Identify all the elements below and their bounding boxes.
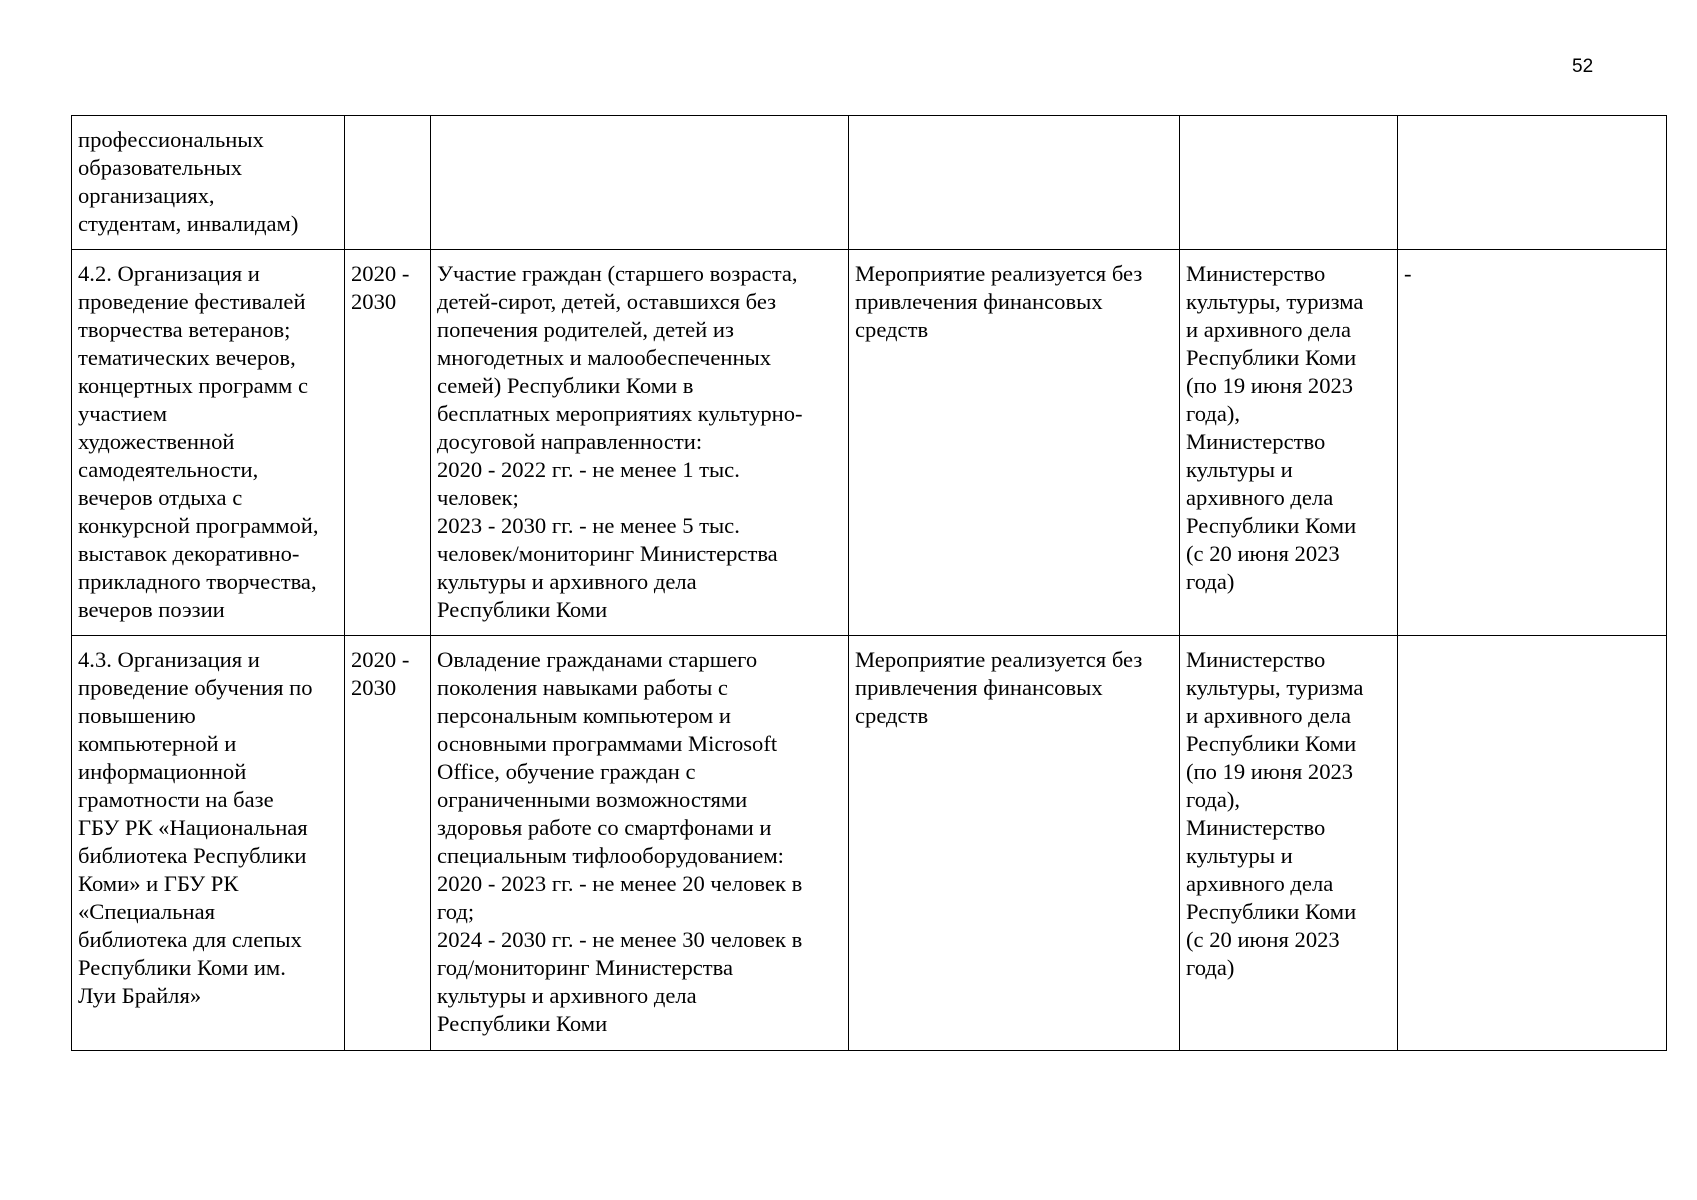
cell-text-line: культуры, туризма xyxy=(1186,675,1364,700)
cell-text-line: культуры, туризма xyxy=(1186,289,1364,314)
cell-text-line: года) xyxy=(1186,569,1235,594)
cell-text-line: Министерство xyxy=(1186,815,1326,840)
cell-text-line: детей-сирот, детей, оставшихся без xyxy=(437,289,777,314)
cell-text-line: основными программами Microsoft xyxy=(437,731,778,756)
cell-text-line: год; xyxy=(437,899,475,924)
cell-text-line: (по 19 июня 2023 xyxy=(1186,759,1354,784)
cell-text-line: творчества ветеранов; xyxy=(78,317,291,342)
cell-text-line: культуры и xyxy=(1186,843,1293,868)
measure-name-cell xyxy=(72,636,345,1051)
cell-text-line: компьютерной и xyxy=(78,731,237,756)
cell-text-line: Республики Коми xyxy=(437,1011,608,1036)
funding-cell xyxy=(849,116,1180,250)
cell-text-line: концертных программ с xyxy=(78,373,308,398)
cell-text-line: человек/мониторинг Министерства xyxy=(437,541,778,566)
cell-text-line: Министерство xyxy=(1186,647,1326,672)
cell-text-line: (по 19 июня 2023 xyxy=(1186,373,1354,398)
cell-text-line: образовательных xyxy=(78,155,243,180)
cell-text-line: организациях, xyxy=(78,183,215,208)
cell-text-line: привлечения финансовых xyxy=(855,675,1103,700)
cell-text-line: специальным тифлооборудованием: xyxy=(437,843,784,868)
note-cell xyxy=(1398,636,1667,1051)
period-cell xyxy=(345,116,431,250)
cell-text-line: Республики Коми xyxy=(1186,513,1357,538)
cell-text-line: многодетных и малообеспеченных xyxy=(437,345,772,370)
cell-text-line: вечеров отдыха с xyxy=(78,485,243,510)
cell-text-line: ГБУ РК «Национальная xyxy=(78,815,308,840)
cell-text-line: года), xyxy=(1186,401,1241,426)
measure-table-row-continuation xyxy=(72,116,1667,250)
cell-text-line: Республики Коми им. xyxy=(78,955,286,980)
cell-text-line: архивного дела xyxy=(1186,485,1334,510)
cell-text-line: (с 20 июня 2023 xyxy=(1186,927,1340,952)
cell-text-line: 2020 - 2022 гг. - не менее 1 тыс. xyxy=(437,457,740,482)
cell-text-line: средств xyxy=(855,317,929,342)
period-cell xyxy=(345,250,431,636)
cell-text-line: средств xyxy=(855,703,929,728)
indicator-cell xyxy=(431,636,849,1051)
cell-text-line: поколения навыками работы с xyxy=(437,675,728,700)
cell-text-line: конкурсной программой, xyxy=(78,513,319,538)
cell-text-line: 2030 xyxy=(351,289,397,314)
cell-text-line: и архивного дела xyxy=(1186,317,1351,342)
cell-text-line: (с 20 июня 2023 xyxy=(1186,541,1340,566)
period-cell xyxy=(345,636,431,1051)
cell-text-line: «Специальная xyxy=(78,899,215,924)
cell-text-line: художественной xyxy=(78,429,235,454)
cell-text-line: 2024 - 2030 гг. - не менее 30 человек в xyxy=(437,927,803,952)
cell-text-line: года) xyxy=(1186,955,1235,980)
cell-text-line: тематических вечеров, xyxy=(78,345,296,370)
cell-text-line: привлечения финансовых xyxy=(855,289,1103,314)
cell-text-line: Министерство xyxy=(1186,429,1326,454)
cell-text-line: попечения родителей, детей из xyxy=(437,317,734,342)
cell-text-line: повышению xyxy=(78,703,196,728)
cell-text-line: досуговой направленности: xyxy=(437,429,703,454)
cell-text-line: библиотека для слепых xyxy=(78,927,302,952)
measures-table-body xyxy=(72,116,1667,1051)
cell-text-line: культуры и архивного дела xyxy=(437,983,697,1008)
cell-text-line: Участие граждан (старшего возраста, xyxy=(437,261,798,286)
cell-text-line: Мероприятие реализуется без xyxy=(855,647,1143,672)
cell-text-line: семей) Республики Коми в xyxy=(437,373,694,398)
cell-text-line: 4.2. Организация и xyxy=(78,261,260,286)
measure-name-cell xyxy=(72,116,345,250)
measure-name-cell xyxy=(72,250,345,636)
cell-text-line: культуры и архивного дела xyxy=(437,569,697,594)
cell-text-line: здоровья работе со смартфонами и xyxy=(437,815,772,840)
measures-table xyxy=(71,115,1667,1051)
note-cell xyxy=(1398,250,1667,636)
cell-text-line: 4.3. Организация и xyxy=(78,647,260,672)
cell-text-line: 2020 - xyxy=(351,647,410,672)
cell-text-line: библиотека Республики xyxy=(78,843,307,868)
cell-text-line: и архивного дела xyxy=(1186,703,1351,728)
cell-text-line: Луи Брайля» xyxy=(78,983,202,1008)
cell-text-line: культуры и xyxy=(1186,457,1293,482)
executor-cell xyxy=(1180,250,1398,636)
funding-cell xyxy=(849,636,1180,1051)
page-number: 52 xyxy=(1572,56,1594,77)
cell-text-line: Республики Коми xyxy=(1186,345,1357,370)
cell-text-line: года), xyxy=(1186,787,1241,812)
cell-text-line: Мероприятие реализуется без xyxy=(855,261,1143,286)
cell-text-line: ограниченными возможностями xyxy=(437,787,748,812)
cell-text-line: год/мониторинг Министерства xyxy=(437,955,734,980)
note-cell xyxy=(1398,116,1667,250)
executor-cell xyxy=(1180,636,1398,1051)
cell-text-line: архивного дела xyxy=(1186,871,1334,896)
cell-text-line: бесплатных мероприятиях культурно- xyxy=(437,401,803,426)
cell-text-line: Office, обучение граждан с xyxy=(437,759,696,784)
measure-table-row-4-2 xyxy=(72,250,1667,636)
cell-text-line: информационной xyxy=(78,759,247,784)
cell-text-line: прикладного творчества, xyxy=(78,569,317,594)
executor-cell xyxy=(1180,116,1398,250)
cell-text-line: самодеятельности, xyxy=(78,457,259,482)
indicator-cell xyxy=(431,116,849,250)
cell-text-line: Республики Коми xyxy=(1186,899,1357,924)
cell-text-line: участием xyxy=(78,401,168,426)
cell-text-line: проведение обучения по xyxy=(78,675,313,700)
cell-text-line: персональным компьютером и xyxy=(437,703,731,728)
cell-text-line: профессиональных xyxy=(78,127,264,152)
cell-text-line: человек; xyxy=(437,485,519,510)
funding-cell xyxy=(849,250,1180,636)
cell-text-line: Овладение гражданами старшего xyxy=(437,647,758,672)
cell-text-line: Коми» и ГБУ РК xyxy=(78,871,239,896)
cell-text-line: 2023 - 2030 гг. - не менее 5 тыс. xyxy=(437,513,740,538)
cell-text-line: Республики Коми xyxy=(437,597,608,622)
cell-text-line: 2030 xyxy=(351,675,397,700)
cell-text-line: Министерство xyxy=(1186,261,1326,286)
cell-text-line: Республики Коми xyxy=(1186,731,1357,756)
cell-text-line: - xyxy=(1404,261,1412,286)
cell-text-line: выставок декоративно- xyxy=(78,541,300,566)
measure-table-row-4-3 xyxy=(72,636,1667,1051)
cell-text-line: грамотности на базе xyxy=(78,787,274,812)
cell-text-line: 2020 - 2023 гг. - не менее 20 человек в xyxy=(437,871,803,896)
indicator-cell xyxy=(431,250,849,636)
cell-text-line: вечеров поэзии xyxy=(78,597,225,622)
cell-text-line: 2020 - xyxy=(351,261,410,286)
cell-text-line: проведение фестивалей xyxy=(78,289,306,314)
cell-text-line: студентам, инвалидам) xyxy=(78,211,299,236)
